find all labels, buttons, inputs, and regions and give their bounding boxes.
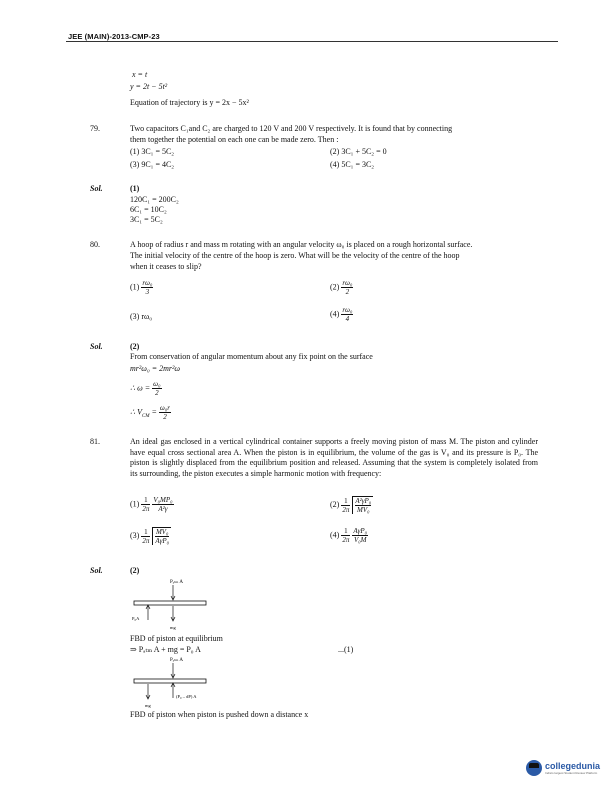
q79-text-line2: them together the potential on each one can be made zero. Then : [130,135,339,144]
q80-sol-step4-sub: CM [141,413,150,419]
q80-option-2-label: (2) [330,282,340,292]
q81-option-3-label: (3) [130,530,140,540]
q80-sol-step4-eq: = [149,407,157,417]
page-header: JEE (MAIN)-2013-CMP-23 [68,32,160,41]
q79-option-2: (2) 3C₁ + 5C₂ = 0 [330,147,387,156]
fbd2-caption: FBD of piston when piston is pushed down a distance x [130,710,309,719]
fbd1-left-label: P₀A [132,616,140,621]
q81-option-3-coef-den: 2π [142,536,150,545]
q81-option-2-coef-den: 2π [342,505,350,514]
fbd1-piston [134,601,206,605]
q80-number: 80. [90,240,100,249]
fbd1-top-label: Pₐₜₘ A [170,580,184,585]
eq-trajectory: Equation of trajectory is y = 2x − 5x² [130,98,249,107]
q81-option-1-num: V₀MP₀ [153,496,173,504]
q80-sol-step4 [130,404,171,422]
q81-sol-label: Sol. [90,566,103,575]
collegedunia-logo [526,760,600,776]
q81-option-2-label: (2) [330,499,340,509]
fbd1-mg-label: mg [170,625,176,630]
q81-option-4 [330,527,368,544]
q81-option-1-fraction [152,496,173,513]
q80-option-2-num: rω₀ [342,279,353,287]
q80-option-1-num: rω₀ [142,279,153,287]
q80-sol-step1: From conservation of angular momentum about any fix point on the surface [130,352,373,361]
q81-option-2-coef [341,497,350,514]
q81-option-4-den: V₀M [353,536,367,544]
q81-option-2-den: MV₀ [356,506,370,514]
q80-option-4-fraction [341,306,353,323]
q80-option-3: (3) rω₀ [130,312,153,321]
logo-tagline: India's largest Student Review Platform [544,770,598,775]
q80-text-line2: The initial velocity of the centre of the hoop is zero. What will be the velocity of the centre of the hoop [130,251,460,260]
q79-text-line1: Two capacitors C₁and C₂ are charged to 120 V and 200 V respectively. It is found that by connecting [130,124,453,133]
q80-option-4-num: rω₀ [342,306,353,314]
q80-sol-step3-num: ω₀ [153,380,161,388]
logo-name: collegedunia [544,760,600,771]
q81-option-3-coef [141,528,150,545]
q79-option-4: (4) 5C₁ = 3C₂ [330,160,375,169]
q81-option-4-coef [341,527,350,544]
fbd1-equation: ⇒ Pₐₜₘ A + mg = P₀ A [130,645,201,654]
q80-sol-step4-pre: ∴ V [130,407,142,417]
q79-sol-step3: 3C₁ = 5C₂ [130,215,163,224]
q80-option-4-den: 4 [345,315,350,323]
q80-option-1 [130,279,153,296]
q80-sol-step3-fraction [152,380,161,397]
q81-option-4-coef-num: 1 [341,527,350,536]
q80-sol-step3 [130,380,162,397]
q80-option-4-label: (4) [330,309,340,319]
q81-option-4-label: (4) [330,530,340,540]
q81-option-1-coef [141,496,150,513]
q81-sol-answer: (2) [130,566,140,575]
q81-option-1-coef-num: 1 [141,496,150,505]
q79-sol-answer: (1) [130,184,140,193]
q81-number: 81. [90,437,100,446]
q80-option-2-fraction [341,279,353,296]
q81-option-4-fraction [352,527,368,544]
q79-option-3: (3) 9C₁ = 4C₂ [130,160,175,169]
fbd-displaced-diagram [120,652,250,712]
q81-option-3 [130,527,171,545]
q80-sol-step4-num: ω₀r [159,404,170,412]
q81-option-2-num: A²γP₀ [355,497,372,505]
q80-sol-step3-den: 2 [155,389,159,397]
header-rule [66,41,558,42]
fbd2-right-label: (P₀ – dP) A [176,694,197,699]
q79-sol-label: Sol. [90,184,103,193]
q81-option-2 [330,496,373,514]
q80-sol-answer: (2) [130,342,140,351]
q79-option-1: (1) 3C₁ = 5C₂ [130,147,175,156]
q80-text-line1: A hoop of radius r and mass m rotating with an angular velocity ω₀ is placed on a rough horizontal surface. [130,240,473,249]
q79-sol-step1: 120C₁ = 200C₂ [130,195,179,204]
q81-option-2-coef-num: 1 [341,497,350,506]
q80-text-line3: when it ceases to slip? [130,262,202,271]
graduate-cap-icon [526,760,542,776]
q80-sol-step4-fraction [159,404,171,421]
q81-option-1-label: (1) [130,499,140,509]
eq-x-t: x = t [132,70,148,79]
q81-option-1 [130,496,174,513]
logo-text-block [545,762,600,775]
q80-sol-step3-pre: ∴ ω = [130,383,151,393]
q80-sol-step4-den: 2 [163,413,167,421]
q80-option-2 [330,279,353,296]
fbd-equilibrium-diagram [120,574,240,634]
q81-option-2-sqrt [352,496,373,514]
fbd2-mg-label: mg [145,703,151,708]
q81-option-4-coef-den: 2π [342,536,350,544]
fbd2-piston [134,679,206,683]
q80-sol-label: Sol. [90,342,103,351]
eq-y-t: y = 2t − 5t² [130,82,168,91]
q80-option-1-den: 3 [145,288,150,296]
q81-option-3-num: MV₀ [155,528,169,536]
fbd2-top-label: Pₐₜₘ A [170,658,184,663]
q81-option-1-coef-den: 2π [142,505,150,513]
q80-sol-step2: mr²ω₀ = 2mr²ω [130,364,181,373]
fbd1-caption: FBD of piston at equilibrium [130,634,223,643]
q81-option-3-den: AγP₀ [155,537,170,545]
q79-sol-step2: 6C₁ = 10C₂ [130,205,167,214]
q80-option-1-label: (1) [130,282,140,292]
fbd1-equation-tag: ...(1) [338,645,354,654]
q81-option-3-sqrt [152,527,171,545]
q81-option-1-den: A²γ [158,505,168,513]
q80-option-1-fraction [141,279,153,296]
q79-number: 79. [90,124,100,133]
q80-option-4 [330,306,353,323]
q81-option-4-num: AγP₀ [353,527,368,535]
q80-option-2-den: 2 [345,288,350,296]
q81-text: An ideal gas enclosed in a vertical cylindrical container supports a freely moving piston of mass M. The piston and cylinder have equal cross sectional area A. When the piston is in equilibrium, the volume of the gas is V₀ and its pressure is P₀. The piston is slightly displaced from the equilibrium position and released. Assuming that the system is completely isolated from its surrounding, the piston executes a simple harmonic motion with frequency: [130,437,538,478]
q81-option-3-coef-num: 1 [141,528,150,537]
